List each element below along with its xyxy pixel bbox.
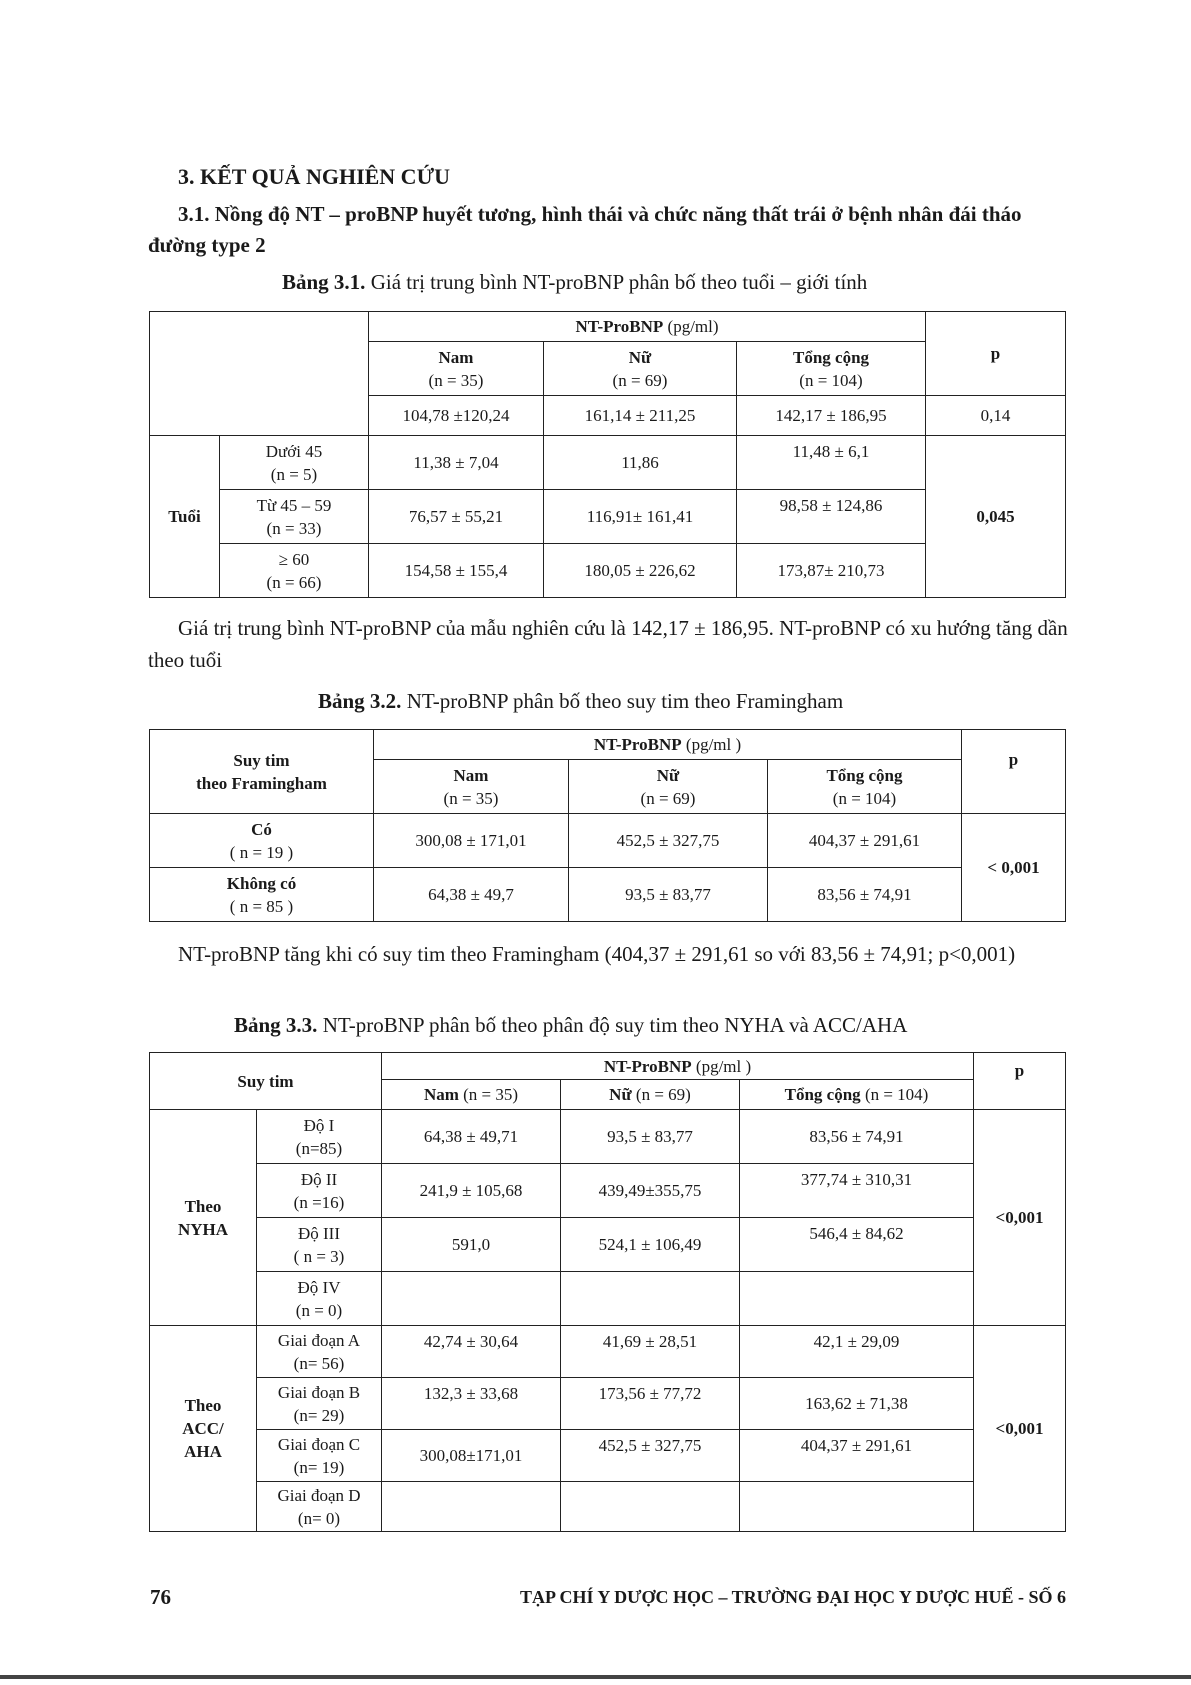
section-heading: 3. KẾT QUẢ NGHIÊN CỨU [178, 164, 450, 189]
table1-cell: 173,87± 210,73 [737, 544, 926, 598]
table3-col-male: Nam (n = 35) [382, 1080, 561, 1110]
table3-col-total: Tổng cộng (n = 104) [740, 1080, 974, 1110]
table3-cell: 163,62 ± 71,38 [740, 1378, 974, 1430]
table3-cell: 132,3 ± 33,68 [382, 1378, 561, 1430]
table2-cell: 452,5 ± 327,75 [569, 814, 768, 868]
table2-col-total: Tổng cộng (n = 104) [768, 760, 962, 814]
table3-cell [740, 1482, 974, 1532]
table1-caption-text: Giá trị trung bình NT-proBNP phân bố theo tuổi – giới tính [370, 270, 868, 294]
table1-caption [282, 270, 867, 295]
table3-cell: 93,5 ± 83,77 [561, 1110, 740, 1164]
table1-row-label: Từ 45 – 59 (n = 33) [220, 490, 369, 544]
table2-col-female: Nữ (n = 69) [569, 760, 768, 814]
table3-caption-label: Bảng 3.3. [234, 1013, 318, 1037]
table1-cell: 11,38 ± 7,04 [369, 436, 544, 490]
table3-row-label: Giai đoạn A (n= 56) [257, 1326, 382, 1378]
table2-row-label: Có ( n = 19 ) [150, 814, 374, 868]
paragraph-1: Giá trị trung bình NT-proBNP của mẫu nghiên cứu là 142,17 ± 186,95. NT-proBNP có xu hướng tăng dần theo tuổi [148, 616, 1068, 672]
table3-caption-text: NT-proBNP phân bố theo phân độ suy tim theo NYHA và ACC/AHA [322, 1013, 908, 1037]
table-3-3 [149, 1052, 1066, 1532]
table1-col-total: Tổng cộng (n = 104) [737, 342, 926, 396]
table1-cell: 11,86 [544, 436, 737, 490]
table3-row-label: Độ III ( n = 3) [257, 1218, 382, 1272]
table1-cell: 76,57 ± 55,21 [369, 490, 544, 544]
table3-row-label: Độ IV (n = 0) [257, 1272, 382, 1326]
table3-cell [561, 1482, 740, 1532]
table1-cell: 154,58 ± 155,4 [369, 544, 544, 598]
table3-cell: 64,38 ± 49,71 [382, 1110, 561, 1164]
table3-cell: 591,0 [382, 1218, 561, 1272]
table3-p-acc: <0,001 [974, 1326, 1066, 1532]
table1-overall-female: 161,14 ± 211,25 [544, 396, 737, 436]
table1-age-label: Tuổi [150, 436, 220, 598]
table3-acc-label: Theo ACC/ AHA [150, 1326, 257, 1532]
table2-group-header: NT-ProBNP (pg/ml ) [374, 730, 962, 760]
table3-cell [561, 1272, 740, 1326]
table2-col-male: Nam (n = 35) [374, 760, 569, 814]
page-number: 76 [150, 1585, 171, 1609]
table3-cell: 41,69 ± 28,51 [561, 1326, 740, 1378]
table2-cell: 404,37 ± 291,61 [768, 814, 962, 868]
table1-p-header: p [926, 312, 1066, 396]
table3-cell: 241,9 ± 105,68 [382, 1164, 561, 1218]
table2-cell: 300,08 ± 171,01 [374, 814, 569, 868]
table1-cell: 180,05 ± 226,62 [544, 544, 737, 598]
table1-p-age: 0,045 [926, 436, 1066, 598]
table1-cell: 98,58 ± 124,86 [737, 490, 926, 544]
table3-cell: 377,74 ± 310,31 [740, 1164, 974, 1218]
table3-caption [234, 1013, 907, 1038]
table3-cell: 546,4 ± 84,62 [740, 1218, 974, 1272]
table3-row-label: Độ I (n=85) [257, 1110, 382, 1164]
table3-cell: 42,1 ± 29,09 [740, 1326, 974, 1378]
table3-row-label: Giai đoạn C (n= 19) [257, 1430, 382, 1482]
table1-overall-p: 0,14 [926, 396, 1066, 436]
table3-row-header: Suy tim [150, 1053, 382, 1110]
table3-cell [382, 1482, 561, 1532]
table2-cell: 64,38 ± 49,7 [374, 868, 569, 922]
table3-cell: 452,5 ± 327,75 [561, 1430, 740, 1482]
table1-caption-label: Bảng 3.1. [282, 270, 366, 294]
table3-nyha-label: Theo NYHA [150, 1110, 257, 1326]
table2-caption-label: Bảng 3.2. [318, 689, 402, 713]
table3-cell [382, 1272, 561, 1326]
table2-row-label: Không có ( n = 85 ) [150, 868, 374, 922]
table2-cell: 93,5 ± 83,77 [569, 868, 768, 922]
table1-row-label: Dưới 45 (n = 5) [220, 436, 369, 490]
table3-cell [740, 1272, 974, 1326]
table1-col-female: Nữ (n = 69) [544, 342, 737, 396]
table1-cell: 116,91± 161,41 [544, 490, 737, 544]
table1-col-male: Nam (n = 35) [369, 342, 544, 396]
table1-overall-total: 142,17 ± 186,95 [737, 396, 926, 436]
table3-cell: 173,56 ± 77,72 [561, 1378, 740, 1430]
table3-row-label: Giai đoạn B (n= 29) [257, 1378, 382, 1430]
table3-cell: 42,74 ± 30,64 [382, 1326, 561, 1378]
table3-cell: 300,08±171,01 [382, 1430, 561, 1482]
table3-row-label: Giai đoạn D (n= 0) [257, 1482, 382, 1532]
table1-overall-male: 104,78 ±120,24 [369, 396, 544, 436]
table3-cell: 439,49±355,75 [561, 1164, 740, 1218]
table2-p: < 0,001 [962, 814, 1066, 922]
table2-cell: 83,56 ± 74,91 [768, 868, 962, 922]
table1-row-label: ≥ 60 (n = 66) [220, 544, 369, 598]
table2-caption-text: NT-proBNP phân bố theo suy tim theo Framingham [406, 689, 844, 713]
table3-cell: 404,37 ± 291,61 [740, 1430, 974, 1482]
paragraph-2: NT-proBNP tăng khi có suy tim theo Framingham (404,37 ± 291,61 so với 83,56 ± 74,91; p<0,001) [178, 942, 1016, 966]
table3-row-label: Độ II (n =16) [257, 1164, 382, 1218]
table-3-2 [149, 729, 1066, 922]
subsection-heading: 3.1. Nồng độ NT – proBNP huyết tương, hình thái và chức năng thất trái ở bệnh nhân đái tháo đường type 2 [148, 202, 1022, 257]
table2-row-header: Suy tim theo Framingham [150, 730, 374, 814]
table3-cell: 524,1 ± 106,49 [561, 1218, 740, 1272]
table3-cell: 83,56 ± 74,91 [740, 1110, 974, 1164]
table3-p-nyha: <0,001 [974, 1110, 1066, 1326]
bottom-rule [0, 1675, 1191, 1679]
table3-col-female: Nữ (n = 69) [561, 1080, 740, 1110]
journal-title: TẠP CHÍ Y DƯỢC HỌC – TRƯỜNG ĐẠI HỌC Y DƯỢC HUẾ - SỐ 6 [519, 1587, 1066, 1607]
table1-cell: 11,48 ± 6,1 [737, 436, 926, 490]
table2-caption [318, 689, 843, 714]
table2-p-header: p [962, 730, 1066, 814]
table1-stub [150, 312, 369, 436]
table1-group-header: NT-ProBNP (pg/ml) [369, 312, 926, 342]
table-3-1 [149, 311, 1066, 598]
table3-p-header: p [974, 1053, 1066, 1110]
table3-group-header: NT-ProBNP (pg/ml ) [382, 1053, 974, 1080]
